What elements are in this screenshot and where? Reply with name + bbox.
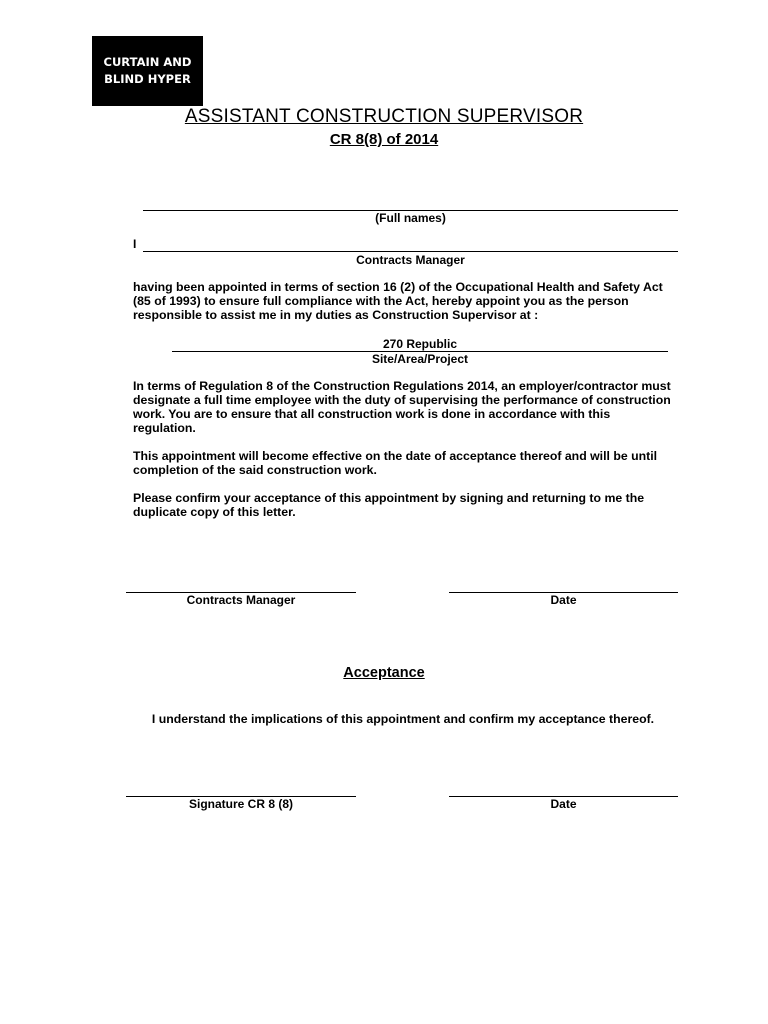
appointee-line[interactable] bbox=[143, 251, 678, 252]
manager-date-label: Date bbox=[550, 593, 577, 607]
logo-line-2: BLIND HYPER bbox=[104, 72, 191, 86]
acceptance-date-label: Date bbox=[550, 797, 577, 811]
acceptance-signature-label: Signature CR 8 (8) bbox=[188, 797, 293, 811]
document-subtitle: CR 8(8) of 2014 bbox=[329, 131, 439, 148]
manager-signature-label: Contracts Manager bbox=[186, 593, 296, 607]
site-value: 270 Republic bbox=[382, 337, 458, 351]
full-names-label: (Full names) bbox=[375, 211, 446, 225]
site-label: Site/Area/Project bbox=[371, 352, 469, 366]
document-title: ASSISTANT CONSTRUCTION SUPERVISOR bbox=[184, 106, 584, 127]
acceptance-heading: Acceptance bbox=[343, 665, 425, 681]
appointment-paragraph: having been appointed in terms of section 16 (2) of the Occupational Health and Safety Act (85 of 1993) to ensure full compliance with the Act, hereby appoint you as the person responsible to assist me in my duties as Construction Supervisor at : bbox=[133, 280, 663, 322]
acceptance-statement: I understand the implications of this appointment and confirm my acceptance thereof. bbox=[151, 712, 655, 726]
company-logo bbox=[92, 36, 203, 106]
confirm-paragraph: Please confirm your acceptance of this appointment by signing and returning to me the duplicate copy of this letter. bbox=[133, 491, 645, 519]
logo-line-1: CURTAIN AND bbox=[103, 55, 192, 69]
contracts-manager-label: Contracts Manager bbox=[356, 253, 465, 267]
i-prefix: I bbox=[133, 237, 137, 251]
regulation-paragraph: In terms of Regulation 8 of the Construction Regulations 2014, an employer/contractor must designate a full time employee with the duty of supervising the performance of construction work. You are to ensure that all construction work is done in accordance with this regulation. bbox=[133, 379, 671, 435]
effective-paragraph: This appointment will become effective on the date of acceptance thereof and will be until completion of the said construction work. bbox=[133, 449, 658, 477]
